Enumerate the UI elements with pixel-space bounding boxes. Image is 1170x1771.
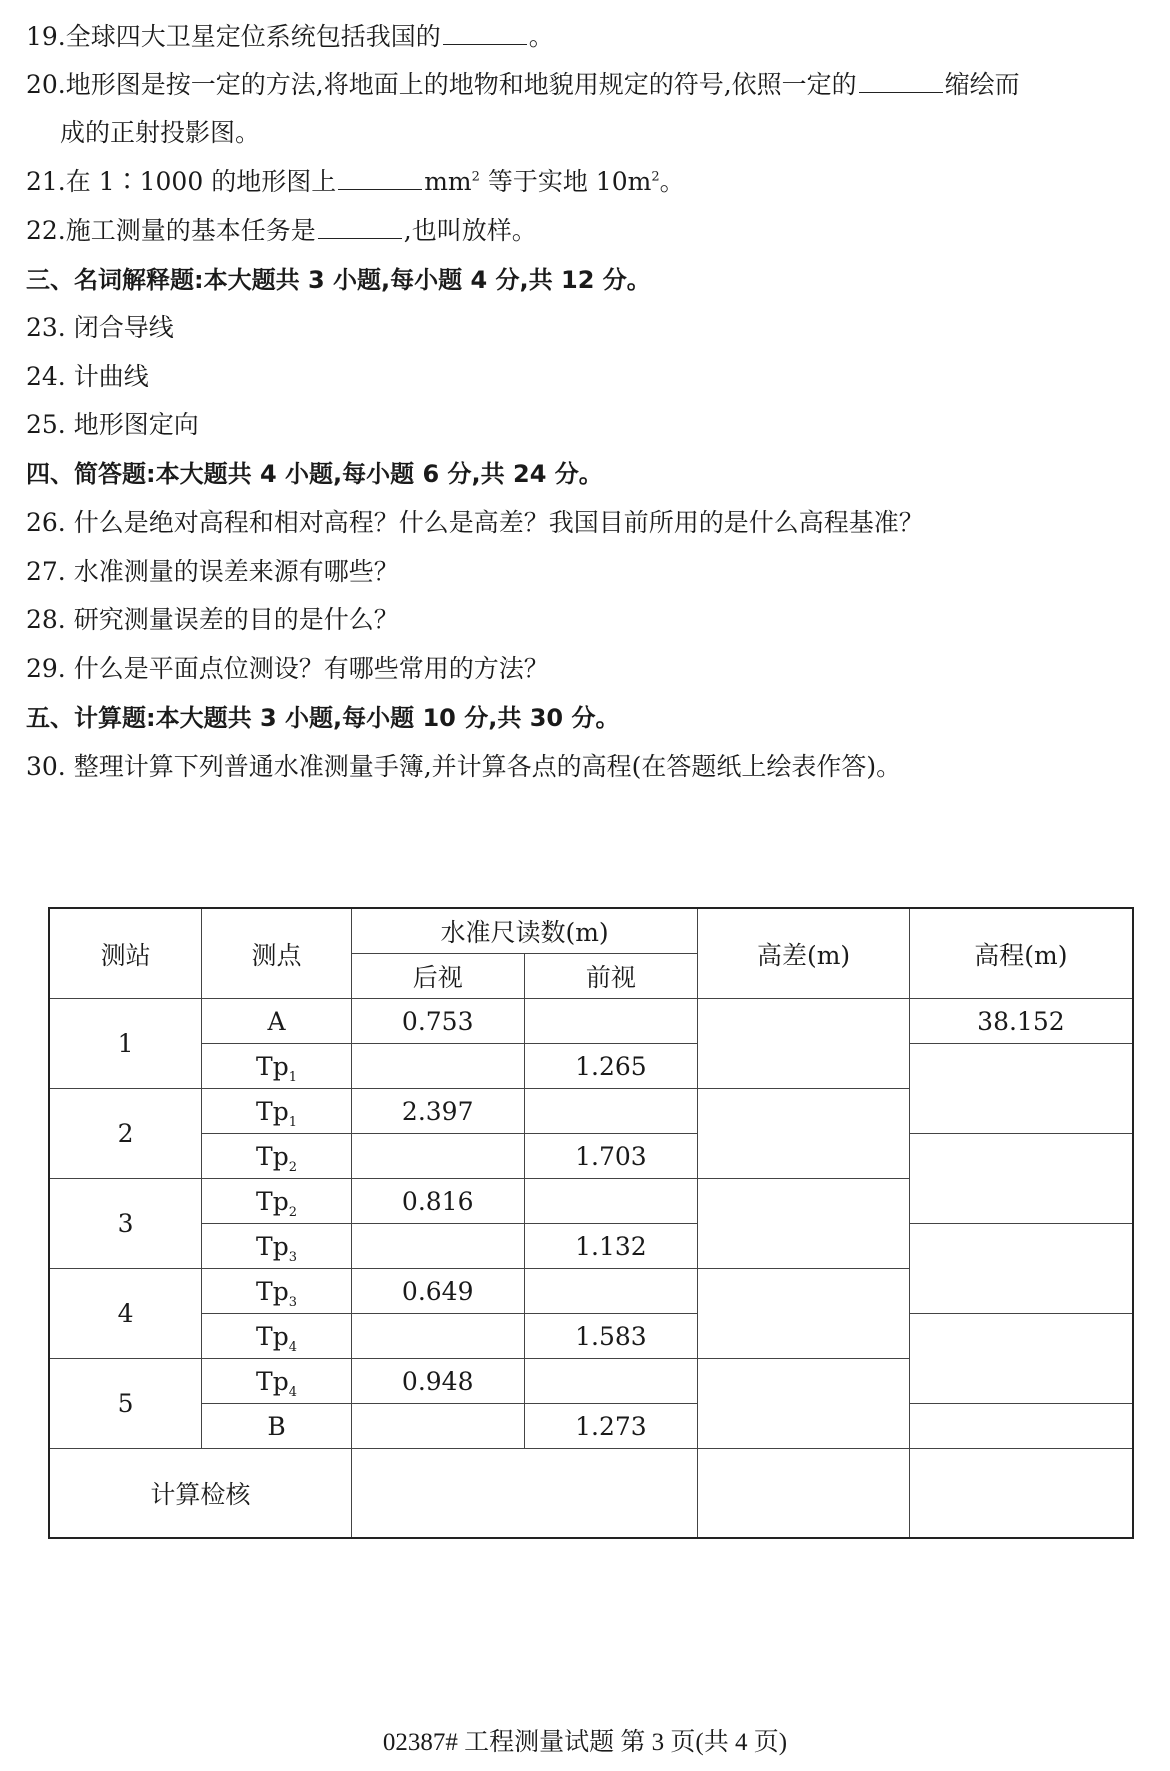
point-subscript: 2: [288, 1204, 297, 1220]
header-point: 测点: [202, 908, 352, 999]
point-cell: [202, 1359, 352, 1404]
backsight-cell: 0.753: [351, 999, 524, 1044]
point-label: B: [267, 1411, 286, 1441]
question-28: 28. 研究测量误差的目的是什么？: [26, 605, 399, 634]
question-text-mid: 等于实地 10m: [479, 167, 652, 196]
point-cell: [202, 999, 352, 1044]
point-cell: [202, 1314, 352, 1359]
question-20-continued: 成的正射投影图。: [60, 118, 261, 147]
point-label: Tp: [256, 1141, 289, 1171]
point-cell: [202, 1269, 352, 1314]
section-4-title: 四、简答题:本大题共 4 小题,每小题 6 分,共 24 分。: [26, 460, 603, 488]
header-height-diff: 高差(m): [698, 908, 910, 999]
answer-blank[interactable]: [338, 167, 422, 190]
point-subscript: 1: [288, 1069, 297, 1085]
station-cell: 1: [49, 999, 202, 1089]
question-20: [26, 70, 1020, 100]
backsight-cell: 0.816: [351, 1179, 524, 1224]
question-27: 27. 水准测量的误差来源有哪些？: [26, 557, 399, 586]
question-number: 19.: [26, 22, 66, 51]
foresight-cell: 1.265: [524, 1044, 698, 1089]
foresight-cell: [524, 1089, 698, 1134]
check-elev-cell[interactable]: [909, 1449, 1133, 1539]
question-number: 21.: [26, 167, 66, 196]
section-3-title: 三、名词解释题:本大题共 3 小题,每小题 4 分,共 12 分。: [26, 266, 651, 294]
point-label: Tp: [256, 1186, 289, 1216]
elevation-cell[interactable]: [909, 1134, 1133, 1224]
section-5-title: 五、计算题:本大题共 3 小题,每小题 10 分,共 30 分。: [26, 704, 620, 732]
question-22: [26, 216, 537, 246]
header-reading: 水准尺读数(m): [351, 908, 697, 954]
question-21: [26, 167, 685, 197]
point-subscript: 4: [288, 1384, 297, 1400]
question-text: 地形图是按一定的方法,将地面上的地物和地貌用规定的符号,依照一定的: [65, 70, 857, 99]
check-reading-cell[interactable]: [351, 1449, 697, 1539]
answer-blank[interactable]: [318, 216, 402, 239]
foresight-cell: [524, 999, 698, 1044]
point-subscript: 1: [288, 1114, 297, 1130]
header-foresight: 前视: [524, 954, 698, 999]
height-diff-cell[interactable]: [698, 1269, 910, 1359]
point-label: A: [267, 1006, 286, 1036]
backsight-cell: 0.948: [351, 1359, 524, 1404]
point-label: Tp: [256, 1051, 289, 1081]
check-label: 计算检核: [49, 1449, 351, 1539]
backsight-cell: 2.397: [351, 1089, 524, 1134]
question-text: 施工测量的基本任务是: [65, 216, 316, 245]
point-cell: [202, 1134, 352, 1179]
height-diff-cell[interactable]: [698, 1089, 910, 1179]
height-diff-cell[interactable]: [698, 999, 910, 1089]
point-label: Tp: [256, 1096, 289, 1126]
header-backsight: 后视: [351, 954, 524, 999]
page-footer: 02387# 工程测量试题 第 3 页(共 4 页): [382, 1729, 788, 1756]
point-cell: [202, 1089, 352, 1134]
elevation-cell[interactable]: [909, 1314, 1133, 1404]
elevation-cell[interactable]: [909, 1044, 1133, 1134]
point-subscript: 3: [288, 1294, 297, 1310]
foresight-cell: [524, 1179, 698, 1224]
foresight-cell: [524, 1269, 698, 1314]
point-label: Tp: [256, 1231, 289, 1261]
station-cell: 5: [49, 1359, 202, 1449]
question-text-end: 缩绘而: [944, 70, 1020, 99]
question-text: 在 1∶1000 的地形图上: [65, 167, 337, 196]
question-text: 全球四大卫星定位系统包括我国的: [65, 22, 441, 51]
station-cell: 4: [49, 1269, 202, 1359]
height-diff-cell[interactable]: [698, 1179, 910, 1269]
question-19: [26, 22, 554, 52]
point-label: Tp: [256, 1321, 289, 1351]
header-station: 测站: [49, 908, 202, 999]
answer-blank[interactable]: [859, 70, 943, 93]
height-diff-cell[interactable]: [698, 1359, 910, 1449]
station-cell: 2: [49, 1089, 202, 1179]
backsight-cell: 0.649: [351, 1269, 524, 1314]
foresight-cell: 1.273: [524, 1404, 698, 1449]
check-diff-cell[interactable]: [698, 1449, 910, 1539]
superscript: 2: [651, 169, 660, 185]
backsight-cell: [351, 1224, 524, 1269]
elevation-cell[interactable]: [909, 1404, 1133, 1449]
header-elevation: 高程(m): [909, 908, 1133, 999]
foresight-cell: 1.703: [524, 1134, 698, 1179]
point-subscript: 2: [288, 1159, 297, 1175]
elevation-cell[interactable]: [909, 1224, 1133, 1314]
elevation-cell: 38.152: [909, 999, 1133, 1044]
question-24: 24. 计曲线: [26, 362, 149, 391]
question-26: 26. 什么是绝对高程和相对高程？什么是高差？我国目前所用的是什么高程基准？: [26, 508, 924, 537]
answer-blank[interactable]: [443, 22, 527, 45]
question-text-end: ,也叫放样。: [403, 216, 537, 245]
question-25: 25. 地形图定向: [26, 410, 199, 439]
backsight-cell: [351, 1314, 524, 1359]
backsight-cell: [351, 1134, 524, 1179]
point-cell: [202, 1179, 352, 1224]
unit-text: mm: [424, 167, 472, 196]
leveling-record-table: [48, 907, 1134, 1539]
backsight-cell: [351, 1044, 524, 1089]
question-23: 23. 闭合导线: [26, 313, 174, 342]
superscript: 2: [471, 169, 480, 185]
question-number: 20.: [26, 70, 66, 99]
point-subscript: 3: [288, 1249, 297, 1265]
question-30: 30. 整理计算下列普通水准测量手簿,并计算各点的高程(在答题纸上绘表作答)。: [26, 752, 902, 781]
question-29: 29. 什么是平面点位测设？有哪些常用的方法？: [26, 654, 549, 683]
point-subscript: 4: [288, 1339, 297, 1355]
question-number: 22.: [26, 216, 66, 245]
foresight-cell: [524, 1359, 698, 1404]
question-text-end: 。: [528, 22, 554, 51]
point-cell: [202, 1224, 352, 1269]
foresight-cell: 1.583: [524, 1314, 698, 1359]
foresight-cell: 1.132: [524, 1224, 698, 1269]
point-label: Tp: [256, 1366, 289, 1396]
backsight-cell: [351, 1404, 524, 1449]
station-cell: 3: [49, 1179, 202, 1269]
point-cell: [202, 1044, 352, 1089]
point-cell: [202, 1404, 352, 1449]
point-label: Tp: [256, 1276, 289, 1306]
question-text-end: 。: [659, 167, 685, 196]
